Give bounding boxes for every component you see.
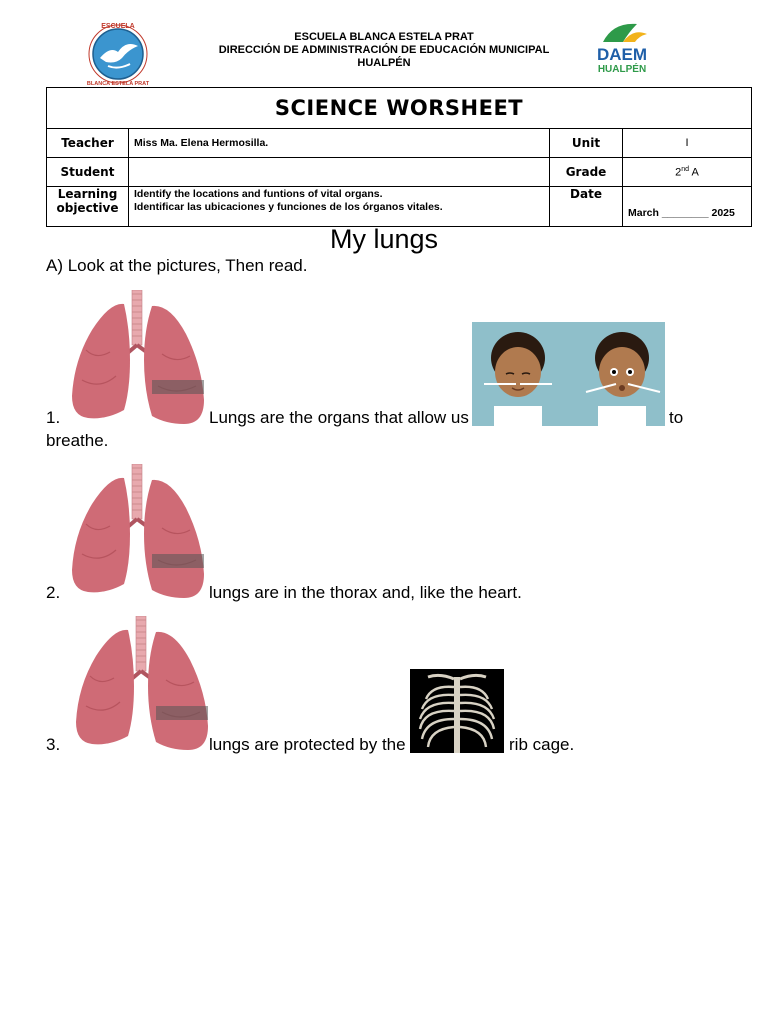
student-label: Student: [47, 158, 129, 187]
school-logo: [86, 20, 150, 86]
daem-logo-text: DAEM: [596, 45, 648, 64]
school-logo-top-text: ESCUELA: [101, 23, 135, 30]
daem-logo-subtext: HUALPÉN: [597, 64, 647, 75]
school-header: [200, 31, 568, 70]
daem-logo: [593, 20, 651, 76]
teacher-label: Teacher: [47, 129, 129, 158]
breathing-children-image: [472, 322, 665, 426]
item-text: lungs are protected by the: [209, 735, 406, 754]
instruction-text: A) Look at the pictures, Then read.: [46, 256, 308, 275]
date-value: March ________ 2025: [623, 187, 752, 227]
item-text: Lungs are the organs that allow us: [209, 408, 469, 427]
header-line-2: DIRECCIÓN DE ADMINISTRACIÓN DE EDUCACIÓN MUNICIPAL: [218, 44, 550, 56]
rib-cage-image: [410, 669, 504, 753]
item-number: 3.: [46, 735, 61, 754]
item-text-end: breathe.: [46, 431, 109, 450]
objective-spanish: Identificar las ubicaciones y funciones de los órganos vitales.: [134, 201, 443, 213]
grade-ordinal: nd: [681, 165, 690, 173]
unit-value: I: [623, 129, 752, 158]
header-line-3: HUALPÉN: [357, 57, 411, 69]
school-logo-bottom-text: BLANCA ESTELA PRAT: [86, 81, 150, 86]
unit-label: Unit: [550, 129, 623, 158]
objective-label-line-2: objective: [56, 201, 119, 215]
teacher-value: Miss Ma. Elena Hermosilla.: [129, 129, 550, 158]
document-title: My lungs: [329, 224, 439, 254]
objective-label: [47, 187, 129, 227]
item-text-cont: to: [669, 408, 684, 427]
item-text-cont: rib cage.: [509, 735, 575, 754]
grade-section: A: [689, 166, 699, 179]
date-label: Date: [550, 187, 623, 227]
item-number: 1.: [46, 408, 61, 427]
lungs-image: [66, 290, 206, 428]
objective-value: [129, 187, 550, 227]
grade-value: [623, 158, 752, 187]
lungs-image: [66, 464, 206, 602]
lungs-image: [70, 616, 210, 754]
student-field[interactable]: [129, 158, 550, 187]
item-number: 2.: [46, 583, 61, 602]
grade-number: 2: [675, 166, 682, 179]
objective-label-line-1: Learning: [57, 187, 118, 201]
header-line-1: ESCUELA BLANCA ESTELA PRAT: [294, 31, 474, 43]
grade-label: Grade: [550, 158, 623, 187]
item-text: lungs are in the thorax and, like the heart.: [209, 583, 522, 602]
worksheet-title: SCIENCE WORSHEET: [47, 88, 752, 129]
objective-english: Identify the locations and funtions of vital organs.: [134, 188, 383, 200]
worksheet-info-table: [46, 87, 752, 227]
